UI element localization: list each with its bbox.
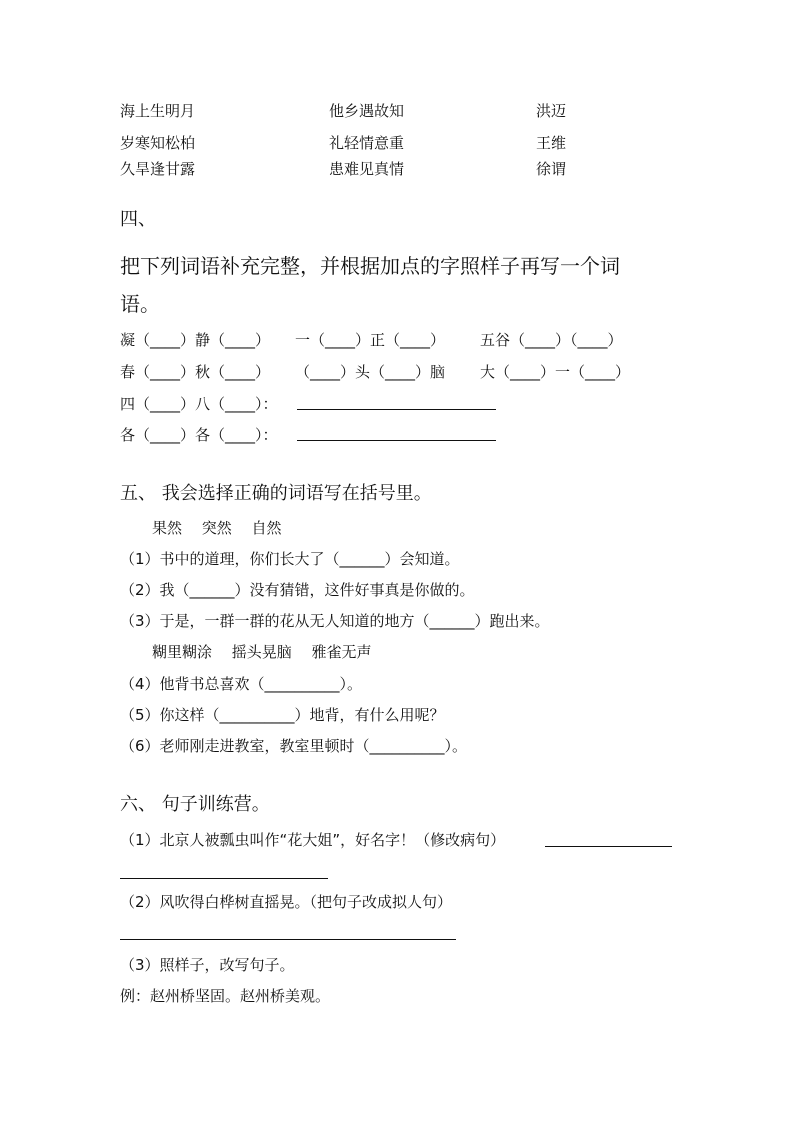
question-item[interactable]: （3）于是，一群一群的花从无人知道的地方（______）跑出来。 [120, 612, 550, 630]
answer-line[interactable] [120, 878, 328, 879]
answer-line[interactable] [297, 440, 496, 441]
section-4-instruction-cont: 语。 [120, 292, 160, 316]
poem-line: 他乡遇故知 [329, 102, 405, 120]
question-item: （2）风吹得白桦树直摇晃。（把句子改成拟人句） [120, 893, 453, 911]
section-4-instruction: 把下列词语补充完整，并根据加点的字照样子再写一个词 [120, 254, 620, 278]
author-name: 王维 [536, 134, 567, 152]
fill-word[interactable]: 五谷（____）（____） [480, 331, 623, 349]
poem-line: 礼轻情意重 [329, 134, 405, 152]
poem-line: 患难见真情 [329, 160, 405, 178]
answer-line[interactable] [120, 939, 456, 940]
author-name: 洪迈 [536, 102, 567, 120]
question-item[interactable]: （2）我（______）没有猜错，这件好事真是你做的。 [120, 581, 475, 599]
fill-word[interactable]: 春（____）秋（____） [120, 363, 271, 381]
question-item[interactable]: （4）他背书总喜欢（__________）。 [120, 675, 363, 693]
answer-line[interactable] [297, 409, 496, 410]
question-item[interactable]: （6）老师刚走进教室，教室里顿时（__________）。 [120, 737, 468, 755]
poem-line: 岁寒知松柏 [120, 134, 196, 152]
example-sentence: 例：赵州桥坚固。赵州桥美观。 [120, 987, 331, 1005]
fill-word[interactable]: 各（____）各（____）： [120, 426, 278, 444]
section-6-heading: 六、 句子训练营。 [120, 794, 270, 815]
fill-word[interactable]: 凝（____）静（____） [120, 331, 271, 349]
poem-line: 海上生明月 [120, 102, 196, 120]
fill-word[interactable]: 大（____）一（____） [480, 363, 631, 381]
fill-word[interactable]: 四（____）八（____）： [120, 395, 278, 413]
fill-word[interactable]: （____）头（____）脑 [295, 363, 446, 381]
word-choices: 果然 突然 自然 [152, 519, 282, 537]
question-item: （1）北京人被瓢虫叫作“花大姐”，好名字！（修改病句） [120, 831, 506, 849]
question-item[interactable]: （1）书中的道理，你们长大了（______）会知道。 [120, 550, 460, 568]
question-item: （3）照样子，改写句子。 [120, 956, 295, 974]
poem-line: 久旱逢甘露 [120, 160, 196, 178]
section-5-heading: 五、 我会选择正确的词语写在括号里。 [120, 483, 432, 504]
question-item[interactable]: （5）你这样（__________）地背，有什么用呢？ [120, 706, 445, 724]
word-choices: 糊里糊涂 摇头晃脑 雅雀无声 [152, 643, 372, 661]
fill-word[interactable]: 一（____）正（____） [295, 331, 446, 349]
author-name: 徐谓 [536, 160, 567, 178]
section-4-heading: 四、 [120, 209, 156, 230]
answer-line[interactable] [545, 846, 672, 847]
